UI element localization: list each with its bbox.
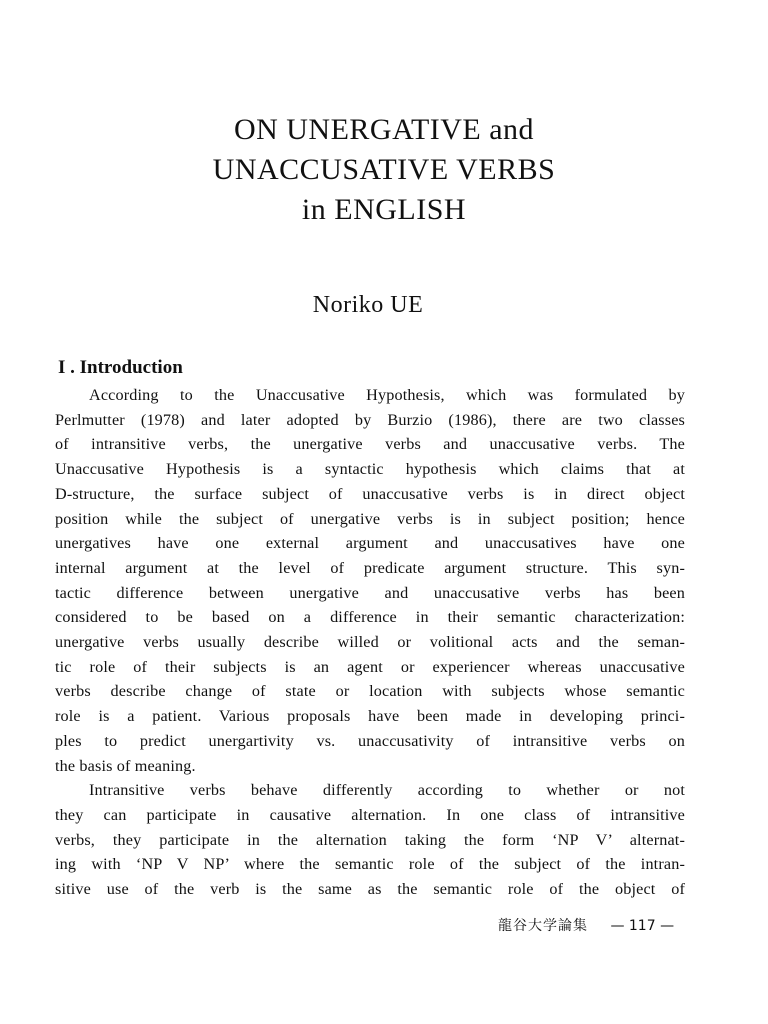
journal-name: 龍谷大学論集	[498, 918, 588, 934]
title-line-1: ON UNERGATIVE and	[233, 113, 535, 146]
text-line: According to the Unaccusative Hypothesis, which was formulated by	[89, 386, 685, 404]
paper-title	[0, 110, 768, 230]
text-line: unergatives have one external argument and unaccusatives have one	[55, 534, 685, 553]
text-line: role is a patient. Various proposals have been made in developing princi-	[55, 707, 685, 726]
text-line: ing with ‘NP V NP’ where the semantic role of the subject of the intran-	[55, 855, 685, 874]
title-line-2: UNACCUSATIVE VERBS	[212, 153, 556, 186]
title-line-3: in ENGLISH	[301, 193, 467, 226]
text-line: considered to be based on a difference in their semantic characterization:	[55, 608, 685, 627]
text-line: they can participate in causative alternation. In one class of intransitive	[55, 805, 685, 824]
text-line: the basis of meaning.	[55, 756, 196, 775]
text-line: ples to predict unergartivity vs. unaccusativity of intransitive verbs on	[55, 731, 685, 750]
text-line: D-structure, the surface subject of unaccusative verbs is in direct object	[55, 484, 685, 503]
text-line: verbs describe change of state or location with subjects whose semantic	[55, 682, 685, 701]
text-line: Perlmutter (1978) and later adopted by Burzio (1986), there are two classes	[55, 410, 685, 429]
text-line: tactic difference between unergative and unaccusative verbs has been	[55, 583, 685, 602]
text-line: Unaccusative Hypothesis is a syntactic hypothesis which claims that at	[55, 460, 685, 479]
text-line: of intransitive verbs, the unergative verbs and unaccusative verbs. The	[55, 435, 685, 454]
text-line: internal argument at the level of predicate argument structure. This syn-	[55, 558, 685, 577]
page-number: — 117 —	[610, 918, 675, 934]
page-footer	[498, 915, 674, 935]
text-line: sitive use of the verb is the same as the semantic role of the object of	[55, 880, 685, 899]
body-text	[55, 383, 685, 902]
text-line: tic role of their subjects is an agent or experiencer whereas unaccusative	[55, 657, 685, 676]
text-line: Intransitive verbs behave differently according to whether or not	[89, 781, 685, 800]
text-line: position while the subject of unergative verbs is in subject position; hence	[55, 509, 685, 528]
text-line: verbs, they participate in the alternation taking the form ‘NP V’ alternat-	[55, 830, 685, 849]
author-name: Noriko UE	[312, 292, 424, 318]
text-line: unergative verbs usually describe willed or volitional acts and the seman-	[55, 633, 685, 652]
section-heading: I . Introduction	[58, 357, 183, 378]
